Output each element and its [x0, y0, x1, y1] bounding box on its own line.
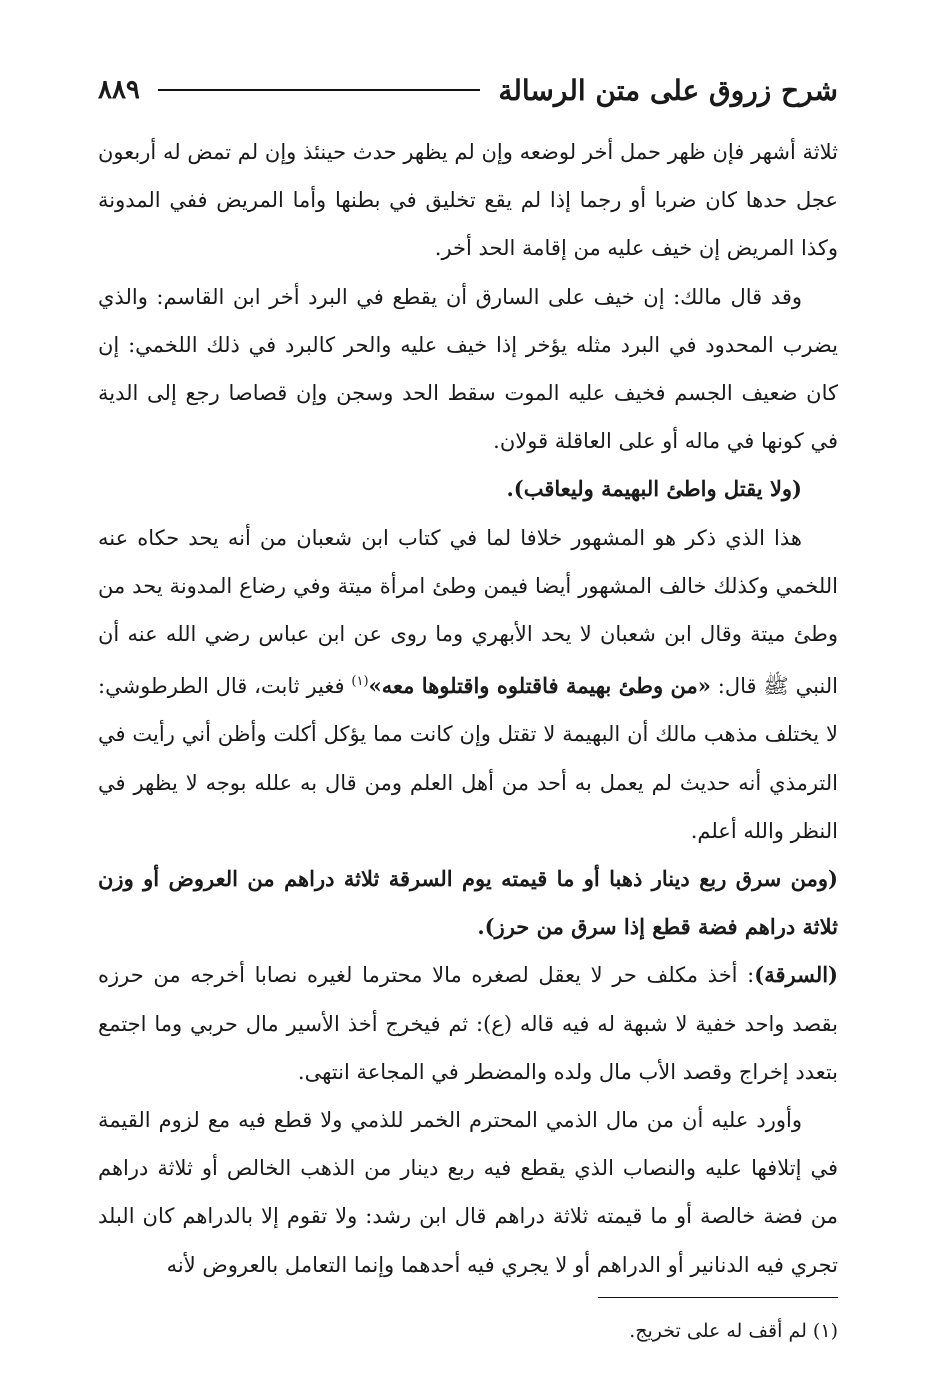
body-text — [98, 128, 838, 1289]
matn-line-1: (ولا يقتل واطئ البهيمة وليعاقب). — [506, 476, 802, 502]
paragraph-2: وقد قال مالك: إن خيف على السارق أن يقطع في البرد أخر ابن القاسم: والذي يضرب المحدود في البرد مثله يؤخر إذا خيف عليه والحر كالبرد في ذلك اللخمي: إن كان ضعيف الجسم فخيف عليه الموت سقط الحد وسجن وإن قصاصا رجع إلى الدية في كونها في ماله أو على العاقلة قولان. — [98, 284, 838, 454]
footnote-rule — [598, 1297, 838, 1298]
paragraph-6: وأورد عليه أن من مال الذمي المحترم الخمر للذمي ولا قطع فيه مع لزوم القيمة في إتلافها عليه والنصاب الذي يقطع فيه ربع دينار من الذهب الخالص أو ثلاثة دراهم من فضة خالصة أو ما قيمته ثلاثة دراهم قال ابن رشد: ولا تقوم إلا بالدراهم كان البلد تجري فيه الدنانير أو الدراهم أو لا يجري فيه أحدهما وإنما التعامل بالعروض لأنه — [98, 1108, 838, 1277]
paragraph-3-continued: فغير ثابت، قال الطرطوشي: لا يختلف مذهب مالك أن البهيمة لا تقتل وإن كانت مما يؤكل أكلت وأظن أني رأيت في الترمذي أنه حديث لم يعمل به أحد من أهل العلم ومن قال به علله بوجه لا يظهر في النظر والله أعلم. — [98, 674, 838, 843]
paragraph-sariqa-text: : أخذ مكلف حر لا يعقل لصغره مالا محترما لغيره نصابا أخرجه من حرزه بقصد واحد خفية لا شبهة له فيه قاله (ع): ثم فيخرج أخذ الأسير مال حربي وما اجتمع بتعدد إخراج وقصد الأب مال ولده والمضطر في المجاعة انتهى. — [98, 963, 838, 1084]
page-header — [98, 62, 838, 118]
paragraph-sariqa — [98, 951, 838, 1096]
paragraph-3 — [98, 514, 838, 855]
paragraph-3-text: هذا الذي ذكر هو المشهور خلافا لما في كتاب ابن شعبان من أنه يحد حكاه عنه اللخمي وكذلك خالف المشهور أيضا فيمن وطئ امرأة ميتة وفي رضاع المدونة يحد من وطئ ميتة وقال ابن شعبان لا يحد الأبهري وما روى عن ابن عباس رضي الله عنه أن النبي ﷺ قال: — [98, 525, 838, 699]
page-number: ٨٨٩ — [98, 75, 140, 105]
running-title: شرح زروق على متن الرسالة — [498, 73, 838, 107]
footnote: (١) لم أقف له على تخريج. — [629, 1320, 838, 1342]
hadith-quote: «من وطئ بهيمة فاقتلوه واقتلوها معه» — [368, 673, 711, 699]
footnote-marker[interactable]: (١) — [351, 674, 369, 690]
matn-line-2: (ومن سرق ربع دينار ذهبا أو ما قيمته يوم السرقة ثلاثة دراهم من العروض أو وزن ثلاثة دراهم فضة قطع إذا سرق من حرز). — [98, 866, 838, 940]
header-rule — [158, 89, 480, 91]
paragraph-1: ثلاثة أشهر فإن ظهر حمل أخر لوضعه وإن لم يظهر حدث حينئذ وإن لم تمض له أربعون عجل حدها كان ضربا أو رجما إذا لم يقع تخليق في بطنها وأما المريض ففي المدونة وكذا المريض إن خيف عليه من إقامة الحد أخر. — [98, 140, 838, 261]
term-sariqa: (السرقة) — [754, 962, 838, 988]
